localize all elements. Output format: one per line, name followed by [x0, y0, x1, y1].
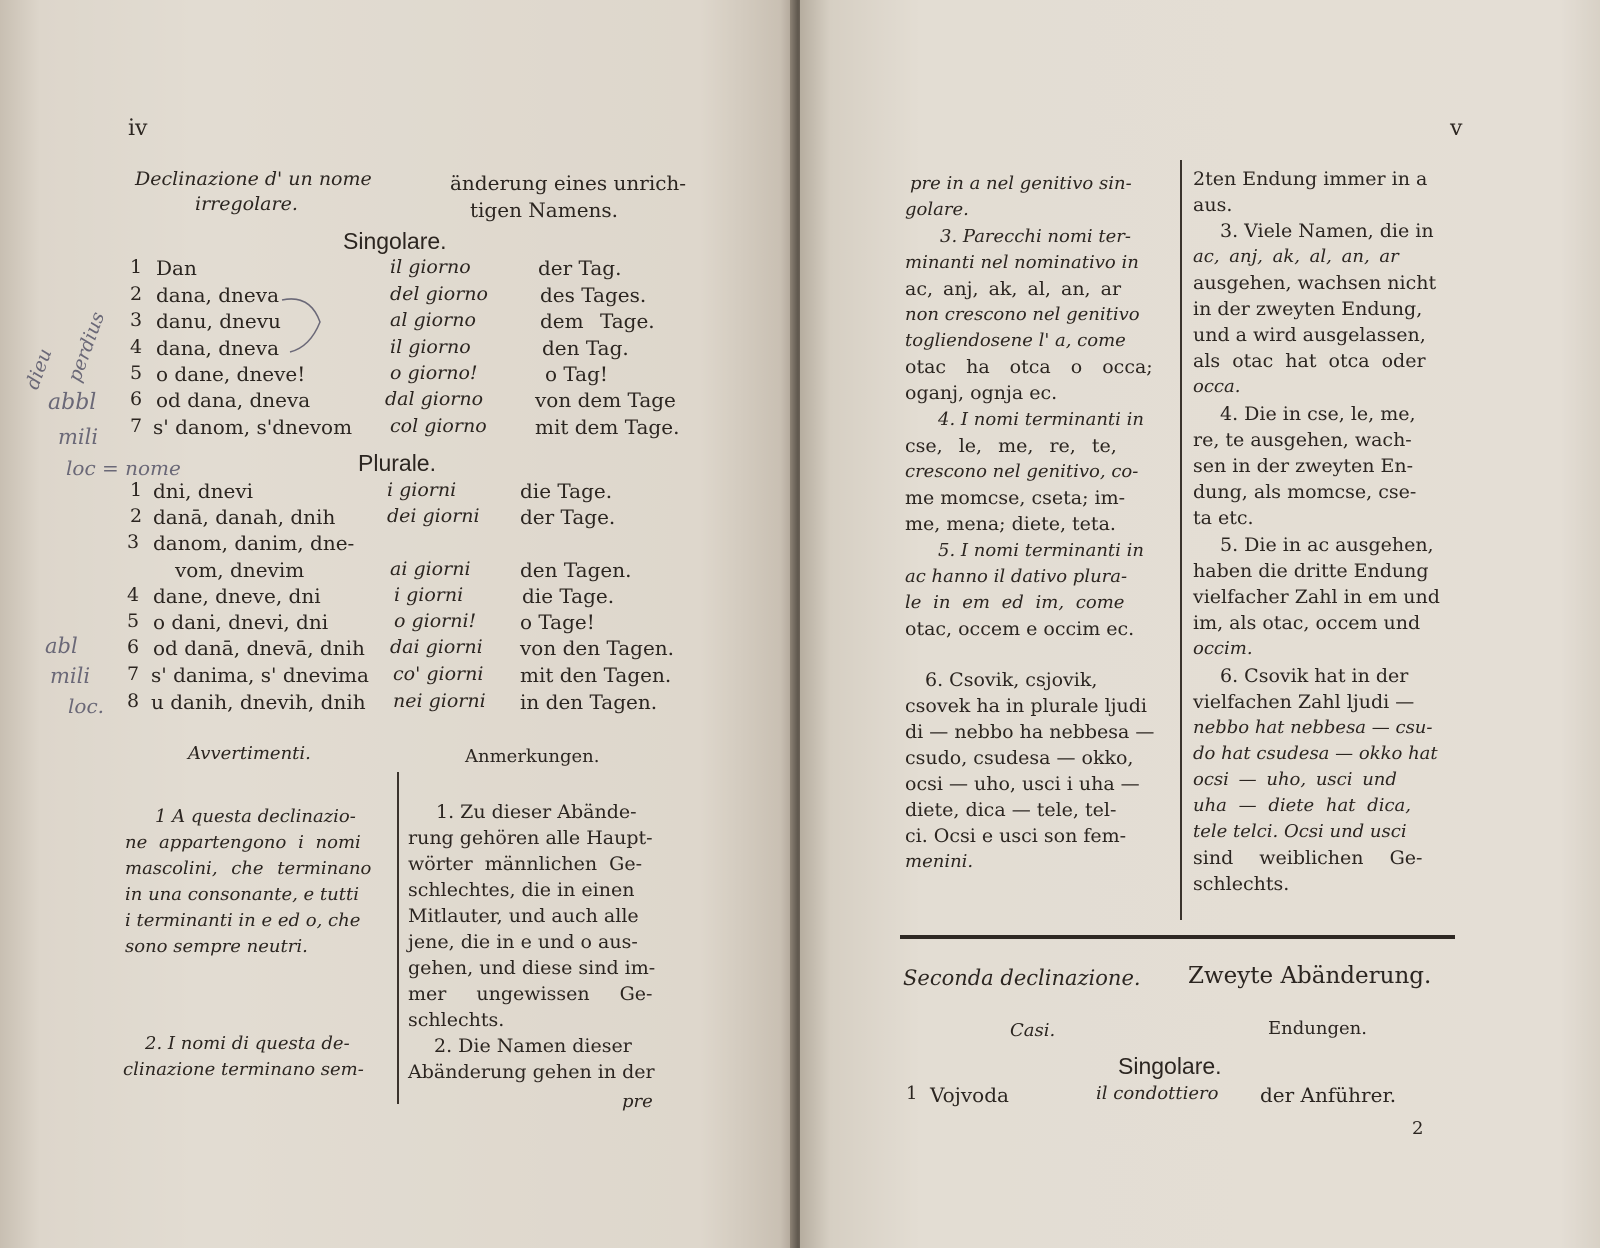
row-italian: i giorni [387, 479, 457, 501]
singolare-heading-2: Singolare. [1118, 1053, 1222, 1079]
pencil-bracket-mark [280, 292, 340, 362]
text-line: csovek ha in plurale ljudi [905, 695, 1148, 717]
text-line: 5. Die in ac ausgehen, [1220, 534, 1434, 556]
pencil-note: mili [50, 664, 91, 688]
row-word: s' danima, s' dnevima [151, 663, 369, 687]
text-line: ac, anj, ak, al, an, ar [905, 278, 1122, 300]
text-line: dung, als momcse, cse- [1193, 481, 1417, 503]
row-german: in den Tagen. [520, 690, 658, 714]
note-line: Mitlauter, und auch alle [408, 905, 639, 927]
text-line: 3. Viele Namen, die in [1220, 220, 1434, 242]
note-line: ne appartengono i nomi [125, 832, 361, 853]
row-word: Vojvoda [930, 1083, 1009, 1107]
row-italian: o giorni! [394, 610, 477, 632]
text-line: 6. Csovik hat in der [1220, 665, 1409, 687]
text-line: ausgehen, wachsen nicht [1193, 272, 1437, 294]
row-german: der Tag. [538, 256, 622, 280]
text-line: di — nebbo ha nebbesa — [905, 721, 1155, 743]
text-line: 5. I nomi terminanti in [938, 540, 1144, 561]
text-line: menini. [905, 851, 974, 872]
pencil-note: abbl [48, 390, 97, 415]
row-number: 1 [906, 1083, 918, 1104]
row-number: 5 [127, 610, 140, 632]
pencil-note: loc = nome [66, 456, 181, 480]
row-italian: i giorni [394, 584, 464, 606]
row-number: 2 [130, 505, 143, 527]
section-rule [900, 935, 1455, 939]
seconda-heading-de: Zweyte Abänderung. [1188, 963, 1432, 989]
row-italian: il giorno [390, 336, 471, 358]
avvertimenti-heading: Avvertimenti. [188, 743, 311, 764]
text-line: pre in a nel genitivo sin- [910, 173, 1132, 194]
row-italian: dal giorno [385, 388, 484, 410]
text-line: vielfachen Zahl ljudi — [1193, 691, 1415, 713]
pencil-note: loc. [68, 694, 104, 718]
text-line: oganj, ognja ec. [905, 382, 1058, 404]
text-line: ci. Ocsi e usci son fem- [905, 825, 1127, 847]
pencil-note: dieu [21, 345, 57, 393]
text-line: nebbo hat nebbesa — csu- [1193, 717, 1433, 738]
row-number: 7 [130, 415, 143, 437]
note-line: mascolini, che terminano [125, 858, 372, 879]
row-german: den Tag. [542, 336, 629, 360]
left-page [0, 0, 796, 1248]
text-line: otac ha otca o occa; [905, 356, 1153, 378]
row-german: mit den Tagen. [520, 663, 672, 687]
text-line: crescono nel genitivo, co- [905, 461, 1139, 482]
pencil-note: abl [45, 634, 78, 658]
row-german: des Tages. [540, 283, 647, 307]
row-number: 1 [130, 479, 143, 501]
row-german: dem Tage. [540, 309, 655, 333]
row-german: der Tage. [520, 505, 616, 529]
text-line: ac hanno il dativo plura- [905, 566, 1128, 587]
title-it-line1: Declinazione d' un nome [135, 168, 372, 190]
anmerkungen-heading: Anmerkungen. [465, 746, 600, 767]
row-word: danu, dnevu [156, 309, 281, 333]
row-italian: co' giorni [393, 663, 484, 685]
column-divider [397, 772, 399, 1104]
text-line: 4. Die in cse, le, me, [1220, 403, 1416, 425]
row-word: u danih, dnevih, dnih [151, 690, 366, 714]
text-line: re, te ausgehen, wach- [1193, 429, 1412, 451]
row-number: 3 [130, 309, 143, 331]
row-italian: il giorno [390, 256, 471, 278]
text-line: in der zweyten Endung, [1193, 298, 1423, 320]
note-line: 1. Zu dieser Abände- [436, 801, 637, 823]
row-number: 3 [127, 531, 140, 553]
text-line: occa. [1193, 376, 1241, 397]
row-german: die Tage. [520, 479, 613, 503]
text-line: diete, dica — tele, tel- [905, 799, 1117, 821]
row-number: 4 [130, 336, 143, 358]
text-line: als otac hat otca oder [1193, 350, 1426, 372]
row-number: 6 [130, 388, 143, 410]
row-italian: dei giorni [387, 505, 480, 527]
row-german: der Anführer. [1260, 1083, 1397, 1107]
row-word: danā, danah, dnih [153, 505, 336, 529]
row-italian: col giorno [390, 415, 487, 437]
note-line: clinazione terminano sem- [123, 1059, 364, 1080]
text-line: 4. I nomi terminanti in [938, 409, 1144, 430]
note-line: 1 A questa declinazio- [155, 806, 356, 827]
endungen-label: Endungen. [1268, 1018, 1367, 1039]
note-line: jene, die in e und o aus- [408, 931, 638, 953]
column-divider [1180, 160, 1182, 920]
title-it-line2: irregolare. [195, 193, 298, 215]
catchword: pre [622, 1091, 653, 1112]
page-number-right: v [1450, 116, 1463, 141]
plurale-heading: Plurale. [358, 450, 436, 476]
text-line: occim. [1193, 638, 1253, 659]
row-word: dana, dneva [156, 336, 279, 360]
row-italian: ai giorni [390, 558, 471, 580]
row-number: 2 [130, 283, 143, 305]
text-line: tele telci. Ocsi und usci [1193, 821, 1407, 842]
note-line: schlechtes, die in einen [408, 879, 635, 901]
note-line: sono sempre neutri. [125, 936, 308, 957]
row-italian: del giorno [390, 283, 488, 305]
row-italian: o giorno! [390, 362, 478, 384]
note-line: in una consonante, e tutti [125, 884, 359, 905]
title-de-line2: tigen Namens. [470, 198, 619, 222]
row-number: 1 [130, 256, 143, 278]
note-line: 2. I nomi di questa de- [145, 1033, 350, 1054]
row-german: von dem Tage [535, 388, 676, 412]
text-line: otac, occem e occim ec. [905, 618, 1135, 640]
pencil-note: mili [58, 425, 99, 449]
row-number: 5 [130, 362, 143, 384]
seconda-heading-it: Seconda declinazione. [903, 966, 1141, 990]
row-word: Dan [156, 256, 197, 280]
note-line: 2. Die Namen dieser [434, 1035, 632, 1057]
text-line: im, als otac, occem und [1193, 612, 1421, 634]
text-line: vielfacher Zahl in em und [1193, 586, 1440, 608]
text-line: ocsi — uho, usci i uha — [905, 773, 1140, 795]
text-line: me, mena; diete, teta. [905, 513, 1116, 535]
row-word: od danā, dnevā, dnih [153, 636, 365, 660]
row-italian: nei giorni [393, 690, 486, 712]
note-line: wörter männlichen Ge- [408, 853, 642, 875]
row-word: danom, danim, dne- [153, 531, 355, 555]
row-german: o Tage! [520, 610, 595, 634]
row-word: s' danom, s'dnevom [153, 415, 353, 439]
note-line: gehen, und diese sind im- [408, 957, 656, 979]
row-number: 6 [127, 636, 140, 658]
text-line: sind weiblichen Ge- [1193, 847, 1423, 869]
row-number: 7 [127, 663, 140, 685]
row-word: dane, dneve, dni [153, 584, 321, 608]
casi-label: Casi. [1010, 1020, 1056, 1041]
singolare-heading: Singolare. [343, 228, 447, 254]
row-word: od dana, dneva [156, 388, 311, 412]
row-german: o Tag! [545, 362, 608, 386]
text-line: 2ten Endung immer in a [1193, 168, 1428, 190]
row-word: dni, dnevi [153, 479, 254, 503]
text-line: non crescono nel genitivo [905, 304, 1140, 325]
text-line: csudo, csudesa — okko, [905, 747, 1134, 769]
note-line: schlechts. [408, 1009, 505, 1031]
text-line: cse, le, me, re, te, [905, 435, 1117, 457]
note-line: rung gehören alle Haupt- [408, 827, 653, 849]
row-number: 8 [127, 690, 140, 712]
text-line: do hat csudesa — okko hat [1193, 743, 1438, 764]
title-de-line1: änderung eines unrich- [450, 171, 687, 195]
row-italian: dai giorni [390, 636, 483, 658]
row-word: o dani, dnevi, dni [153, 610, 329, 634]
row-german: mit dem Tage. [535, 415, 680, 439]
row-german: von den Tagen. [520, 636, 675, 660]
row-number: 4 [127, 584, 140, 606]
row-german: den Tagen. [520, 558, 632, 582]
note-line: i terminanti in e ed o, che [125, 910, 361, 931]
row-italian: il condottiero [1096, 1083, 1219, 1104]
row-german: die Tage. [522, 584, 615, 608]
text-line: aus. [1193, 194, 1233, 216]
text-line: 6. Csovik, csjovik, [925, 669, 1098, 691]
pencil-note: perdius [63, 309, 110, 385]
text-line: ocsi — uho, usci und [1193, 769, 1397, 790]
row-word: o dane, dneve! [156, 362, 306, 386]
row-italian: al giorno [390, 309, 476, 331]
text-line: 3. Parecchi nomi ter- [940, 226, 1131, 247]
text-line: und a wird ausgelassen, [1193, 324, 1426, 346]
row-word: vom, dnevim [175, 558, 305, 582]
page-number-left: iv [128, 116, 148, 141]
text-line: me momcse, cseta; im- [905, 487, 1126, 509]
right-page [800, 0, 1600, 1248]
text-line: togliendosene l' a, come [905, 330, 1126, 351]
text-line: ta etc. [1193, 507, 1254, 529]
text-line: uha — diete hat dica, [1193, 795, 1411, 816]
text-line: minanti nel nominativo in [905, 252, 1139, 273]
text-line: ac, anj, ak, al, an, ar [1193, 246, 1399, 267]
row-word: dana, dneva [156, 283, 279, 307]
note-line: mer ungewissen Ge- [408, 983, 653, 1005]
text-line: haben die dritte Endung [1193, 560, 1429, 582]
text-line: sen in der zweyten En- [1193, 455, 1414, 477]
text-line: le in em ed im, come [905, 592, 1125, 613]
signature-mark: 2 [1412, 1118, 1424, 1139]
note-line: Abänderung gehen in der [408, 1061, 655, 1083]
text-line: golare. [905, 199, 969, 220]
text-line: schlechts. [1193, 873, 1290, 895]
